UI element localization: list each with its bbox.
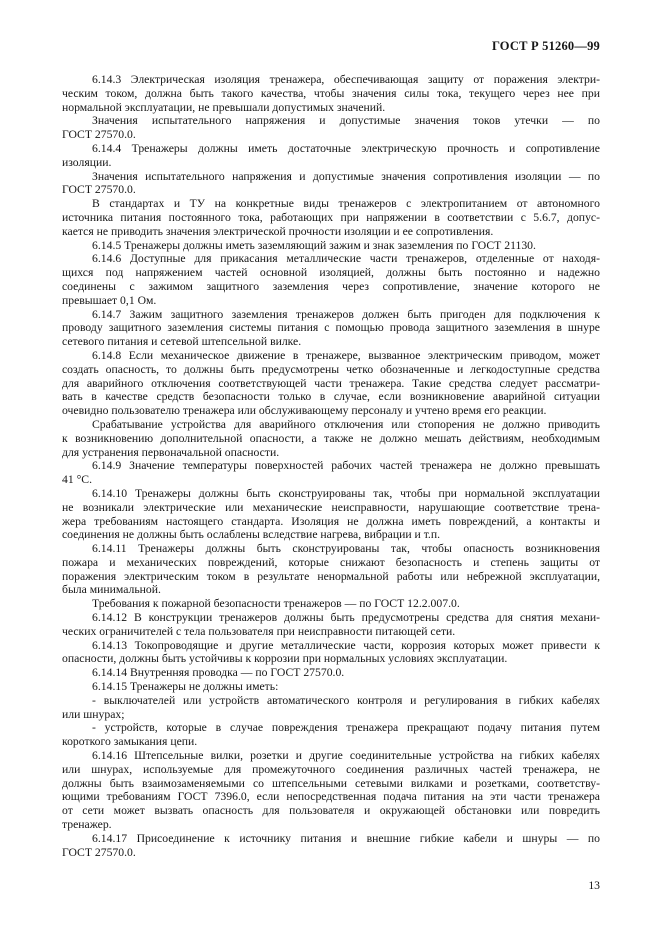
text-line: 6.14.9 Значение температуры поверхностей рабочих частей тренажера не должно превышать (92, 459, 600, 473)
text-line: - устройств, которые в случае повреждения тренажера прекращают подачу питания путем (92, 721, 600, 735)
text-line: ГОСТ 27570.0. (62, 183, 136, 197)
text-line: 6.14.11 Тренажеры должны быть сконструированы так, чтобы опасность возникновения (92, 542, 600, 556)
paragraph (62, 832, 600, 860)
text-line: 6.14.15 Тренажеры не должны иметь: (92, 680, 279, 694)
text-line: 6.14.5 Тренажеры должны иметь заземляющий зажим и знак заземления по ГОСТ 21130. (92, 238, 536, 252)
text-line: Значения испытательного напряжения и допустимые значения сопротивления изоляции — по (92, 169, 600, 183)
text-line: щихся под напряжением частей основной изоляцией, должны быть постоянно и надежно (62, 266, 600, 280)
text-line: вать в качестве средств безопасности только в случае, если возникновение аварийной ситуации (62, 390, 600, 404)
text-line: очевидно пользователю тренажера или обслуживающему персоналу и учтено время его реакции. (62, 404, 547, 418)
paragraph (62, 680, 600, 694)
paragraph (62, 721, 600, 749)
text-line: Срабатывание устройства для аварийного отключения или стопорения не должно приводить (92, 417, 600, 431)
text-line: превышает 0,1 Ом. (62, 293, 157, 307)
paragraph (62, 73, 600, 114)
text-line: или шнурах, используемые для промежуточного соединения различных частей тренажера, не (62, 762, 600, 776)
page-number: 13 (588, 879, 600, 892)
text-line: изоляции. (62, 155, 112, 169)
paragraph (62, 308, 600, 349)
text-line: жера требованиям настоящего стандарта. Изоляция не должна иметь повреждений, а контакты и (62, 514, 600, 528)
text-line: или шнурах; (62, 707, 125, 721)
paragraph (62, 418, 600, 459)
text-line: 6.14.14 Внутренняя проводка — по ГОСТ 27570.0. (92, 666, 345, 680)
text-line: 41 °С. (62, 473, 93, 487)
paragraph (62, 197, 600, 238)
paragraph (62, 487, 600, 542)
text-line: ческих ограничителей с тела пользователя при неисправности питающей сети. (62, 624, 456, 638)
text-line: - выключателей или устройств автоматического контроля и регулирования в гибких кабелях (92, 693, 600, 707)
paragraph (62, 349, 600, 418)
text-line: 6.14.17 Присоединение к источнику питания и внешние гибкие кабели и шнуры — по (92, 831, 600, 845)
paragraph (62, 597, 600, 611)
paragraph (62, 114, 600, 142)
text-line: 6.14.8 Если механическое движение в тренажере, вызванное электрическим приводом, может (92, 348, 600, 362)
text-line: кается не приводить значения электрической прочности изоляции и ее сопротивления. (62, 224, 494, 238)
paragraph (62, 459, 600, 487)
text-line: сетевого питания и сетевой штепсельной вилке. (62, 335, 302, 349)
text-line: от сети может вызвать опасность для пользователя и окружающей обстановки или повредить (62, 804, 600, 818)
paragraph (62, 252, 600, 307)
paragraph (62, 639, 600, 667)
text-line: была минимальной. (62, 583, 161, 597)
text-line: поражения электрическим током в результате ненормальной работы или небрежной эксплуатации, (62, 569, 600, 583)
paragraph (62, 611, 600, 639)
text-line: создать опасность, то должны быть предусмотрены четко обозначенные и легкодоступные средства (62, 362, 600, 376)
text-line: 6.14.3 Электрическая изоляция тренажера, обеспечивающая защиту от поражения электри- (92, 73, 600, 86)
text-line: 6.14.6 Доступные для прикасания металлические части тренажеров, отделенные от находя- (92, 252, 600, 266)
text-line: к возникновению дополнительной опасности, а также не должно мешать действиям, необходимым (62, 431, 600, 445)
text-line: нормальной эксплуатации, не превышали допустимых значений. (62, 100, 386, 114)
text-line: не возникали электрические или механические неисправности, нарушающие соответствие трена- (62, 500, 600, 514)
text-line: пожара и механических повреждений, которые снижают безопасность и степень защиты от (62, 555, 600, 569)
text-line: короткого замыкания цепи. (62, 735, 198, 749)
text-line: 6.14.16 Штепсельные вилки, розетки и другие соединительные устройства на гибких кабелях (92, 749, 600, 763)
text-line: 6.14.4 Тренажеры должны иметь достаточные электрическую прочность и сопротивление (92, 141, 600, 155)
paragraph (62, 542, 600, 597)
text-line: 6.14.13 Токопроводящие и другие металлические части, коррозия которых может привести к (92, 638, 600, 652)
text-line: ГОСТ 27570.0. (62, 128, 136, 142)
text-line: 6.14.12 В конструкции тренажеров должны быть предусмотрены средства для снятия механи- (92, 611, 600, 625)
text-line: источника питания постоянного тока, работающих при напряжении в соответствии с 5.6.7, допус- (62, 210, 600, 224)
paragraph (62, 142, 600, 170)
paragraph (62, 749, 600, 832)
paragraph (62, 170, 600, 198)
text-line: 6.14.10 Тренажеры должны быть сконструированы так, чтобы при нормальной эксплуатации (92, 486, 600, 500)
body-text (62, 73, 600, 859)
text-line: тренажер. (62, 818, 112, 832)
text-line: соединены с зажимом защитного заземления через сопротивление, значение которого не (62, 279, 600, 293)
document-number-header: ГОСТ Р 51260—99 (491, 39, 600, 53)
text-line: для аварийного отключения соответствующей части тренажера. Такие средства следует рассматри- (62, 376, 600, 390)
text-line: В стандартах и ТУ на конкретные виды тренажеров с электропитанием от автономного (92, 197, 600, 211)
text-line: должны быть взаимозаменяемыми со штепсельными сетевыми вилками и розетками, соответству- (62, 776, 600, 790)
paragraph (62, 694, 600, 722)
text-line: Требования к пожарной безопасности тренажеров — по ГОСТ 12.2.007.0. (92, 597, 460, 611)
text-line: 6.14.7 Зажим защитного заземления тренажеров должен быть пригоден для подключения к (92, 307, 600, 321)
text-line: Значения испытательного напряжения и допустимые значения токов утечки — по (92, 114, 600, 128)
text-line: для устранения первоначальной опасности. (62, 445, 280, 459)
text-line: ющими требованиям ГОСТ 7396.0, если непосредственная подача питания на эти части тренажера (62, 790, 600, 804)
text-line: опасности, должны быть устойчивы к коррозии при нормальных условиях эксплуатации. (62, 652, 508, 666)
paragraph (62, 666, 600, 680)
text-line: соединения не должны быть ослаблены вследствие нагрева, вибрации и т.п. (62, 528, 441, 542)
text-line: ческим током, должна быть такого качества, чтобы значения силы тока, текущего через нее при (62, 86, 600, 100)
text-line: ГОСТ 27570.0. (62, 845, 136, 859)
paragraph (62, 239, 600, 253)
text-line: проводу защитного заземления системы питания с помощью провода защитного заземления в шнуре (62, 321, 600, 335)
